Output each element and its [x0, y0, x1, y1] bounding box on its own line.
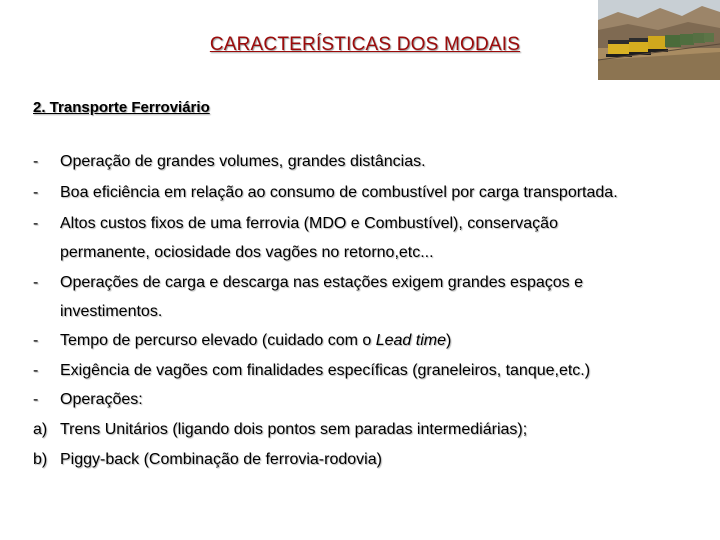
- list-marker: -: [33, 215, 39, 232]
- list-text: Exigência de vagões com finalidades específicas (graneleiros, tanque,etc.): [60, 362, 591, 379]
- list-text-line1: Operações de carga e descarga nas estações exigem grandes espaços e: [60, 274, 583, 291]
- list-marker: b): [33, 451, 48, 468]
- list-text: Operações:: [60, 391, 143, 408]
- list-text-line2: investimentos.: [60, 303, 163, 320]
- slide-title: CARACTERÍSTICAS DOS MODAIS: [209, 34, 521, 55]
- section-subtitle: 2. Transporte Ferroviário: [33, 99, 210, 116]
- lead-time-term: Lead time: [375, 332, 446, 349]
- list-marker: a): [33, 421, 48, 438]
- list-text: Operação de grandes volumes, grandes distâncias.: [60, 153, 426, 170]
- list-text: Trens Unitários (ligando dois pontos sem paradas intermediárias);: [60, 421, 528, 438]
- list-text: Boa eficiência em relação ao consumo de combustível por carga transportada.: [60, 184, 618, 201]
- list-text: Piggy-back (Combinação de ferrovia-rodovia): [60, 451, 382, 468]
- list-text-line1: Altos custos fixos de uma ferrovia (MDO e Combustível), conservação: [60, 215, 558, 232]
- list-text-line2: permanente, ociosidade dos vagões no retorno,etc...: [60, 244, 434, 261]
- list-marker: -: [33, 391, 39, 408]
- list-text-after: ): [446, 332, 452, 349]
- list-marker: -: [33, 362, 39, 379]
- list-text: [60, 333, 451, 349]
- list-text-before: Tempo de percurso elevado (cuidado com o: [60, 332, 376, 349]
- list-marker: -: [33, 274, 39, 291]
- freight-train-photo: [598, 0, 720, 80]
- list-marker: -: [33, 332, 39, 349]
- list-marker: -: [33, 184, 39, 201]
- list-marker: -: [33, 153, 39, 170]
